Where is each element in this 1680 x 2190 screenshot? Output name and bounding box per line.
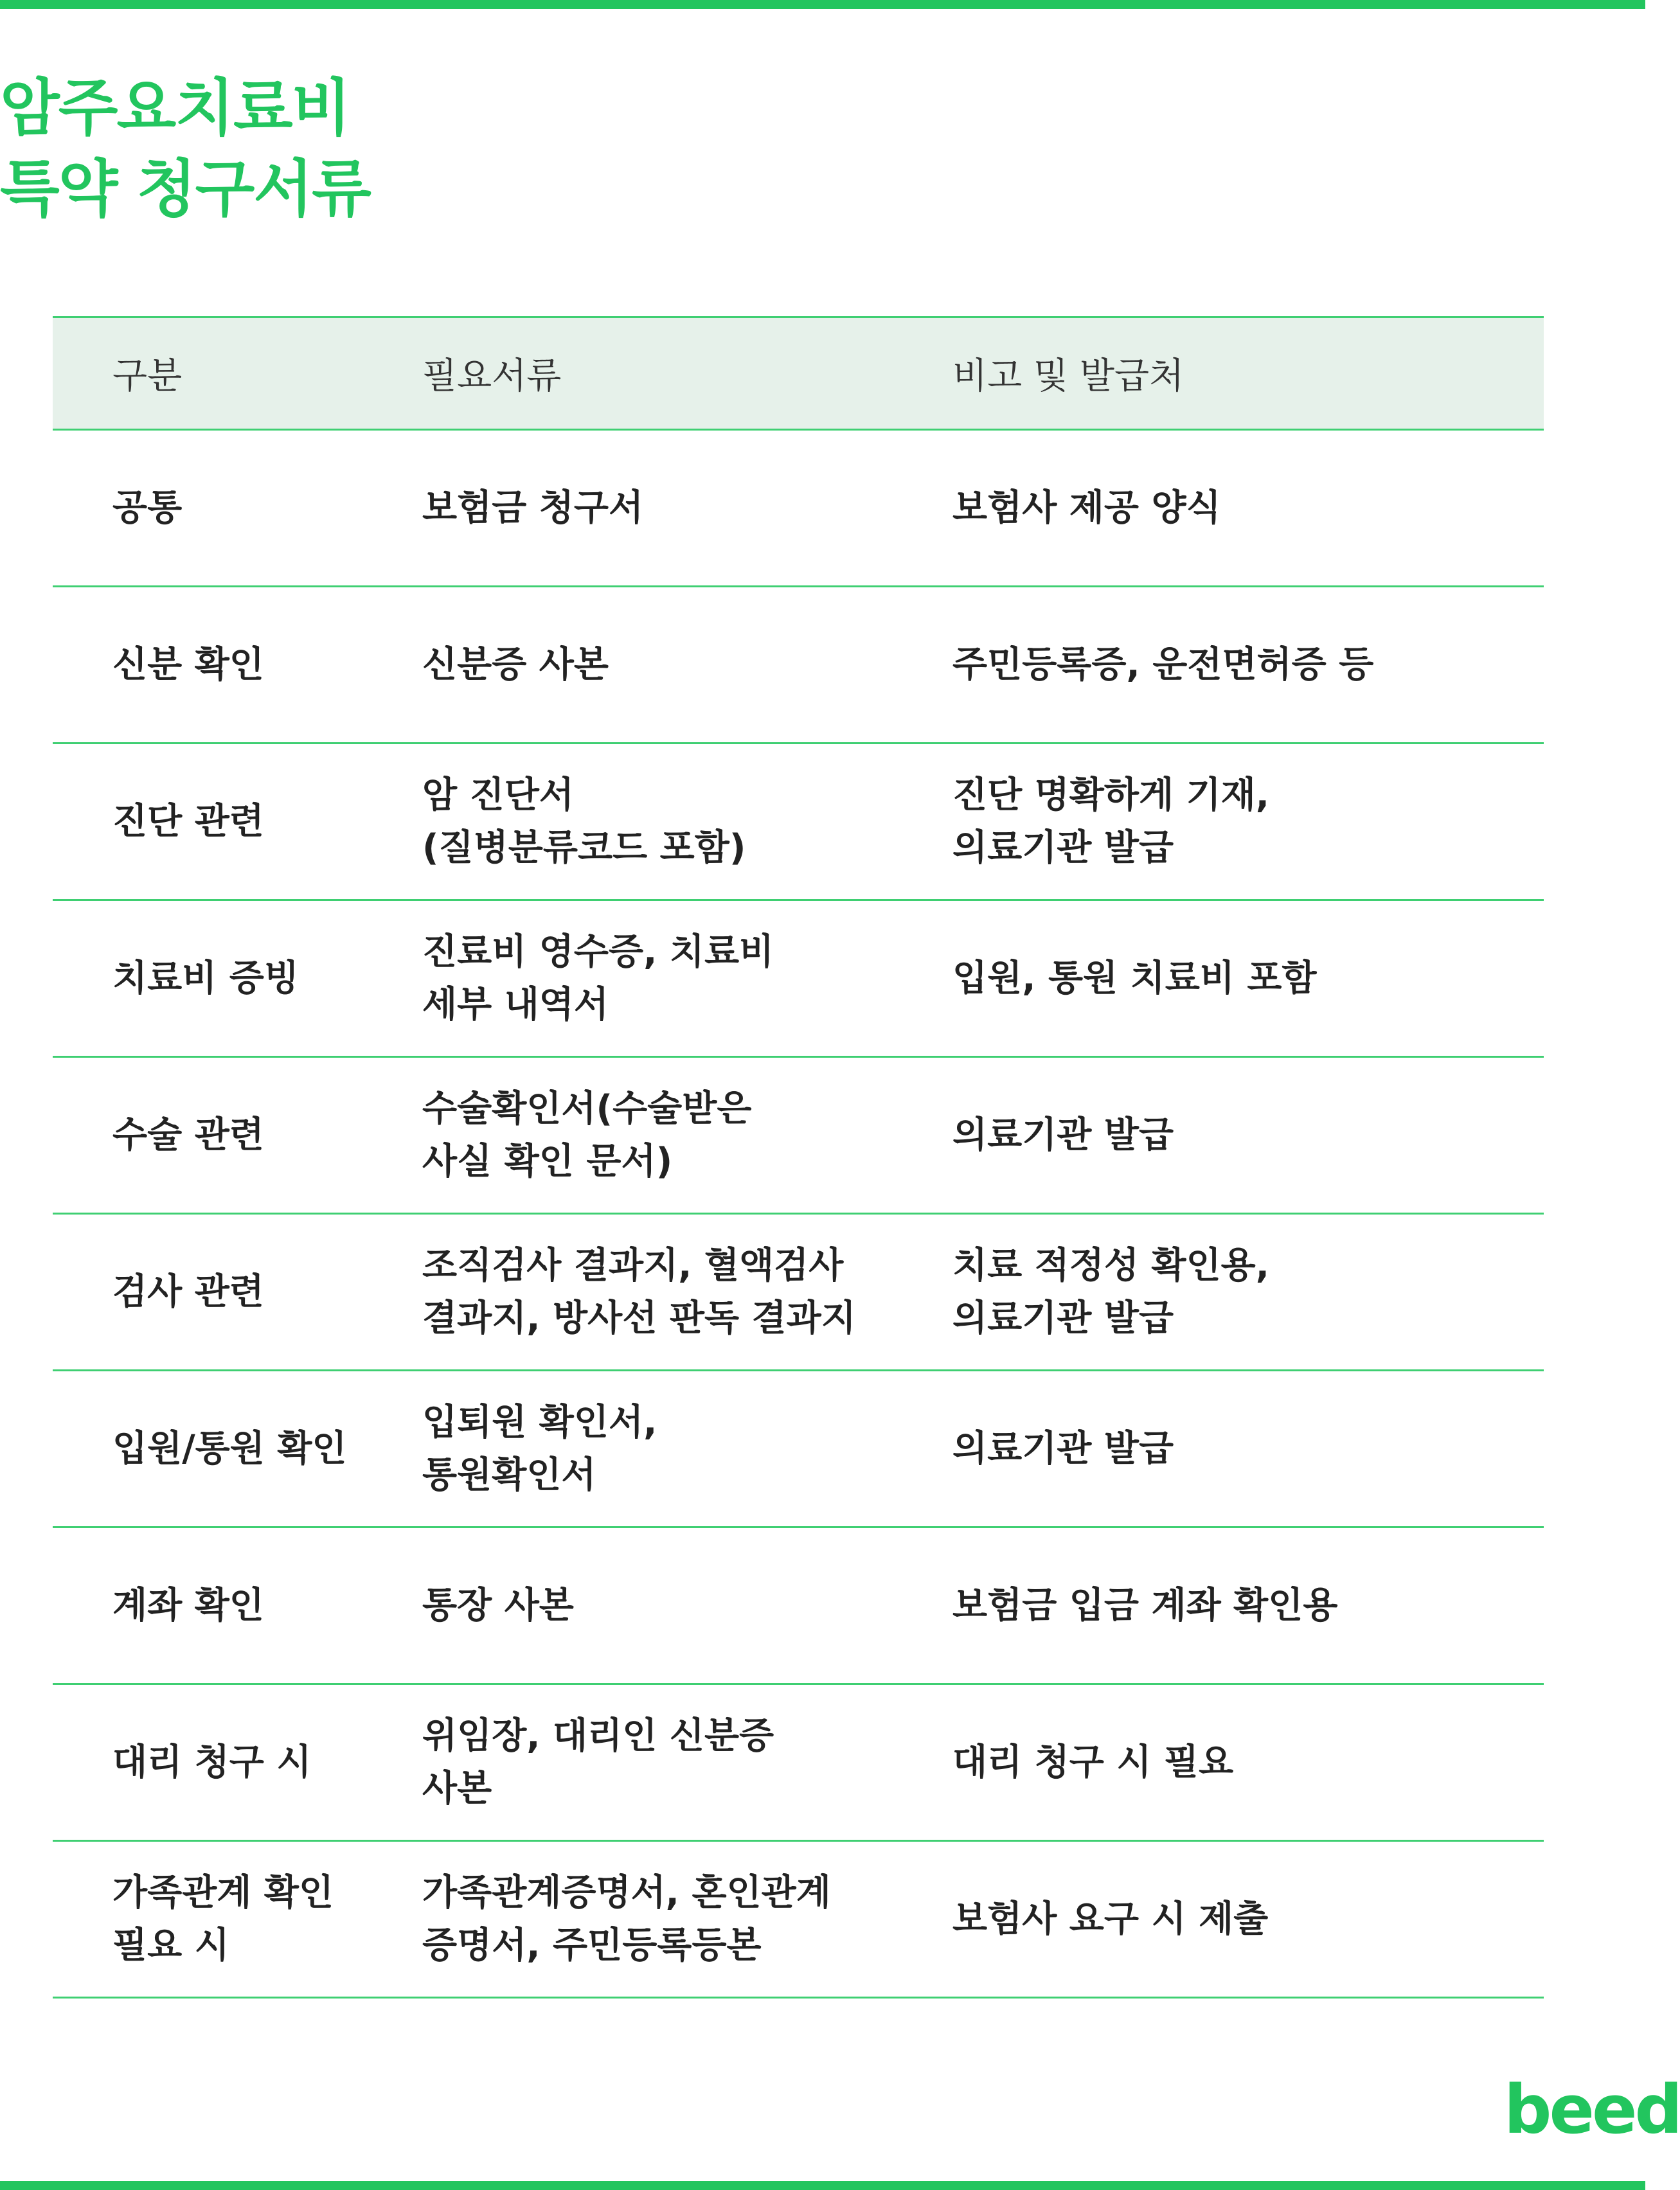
row-category	[53, 952, 422, 1005]
title-line-2: 특약 청구서류	[0, 153, 370, 225]
row-notes-line: 의료기관 발급	[952, 1427, 1174, 1470]
row-documents-line: 입퇴원 확인서,	[422, 1401, 657, 1443]
row-documents-line: 통원확인서	[422, 1454, 596, 1496]
row-documents-line: 사본	[422, 1767, 492, 1810]
row-category-line: 치료비 증빙	[112, 957, 299, 999]
table-row	[53, 1215, 1544, 1371]
table-header	[53, 316, 1544, 431]
row-notes-line: 의료기관 발급	[952, 1114, 1174, 1156]
table-body	[53, 431, 1544, 1999]
row-notes	[952, 769, 1544, 875]
header-category: 구분	[112, 355, 183, 397]
row-documents	[422, 1710, 952, 1815]
row-category-line: 검사 관련	[112, 1270, 264, 1313]
table-row	[53, 1685, 1544, 1842]
table-row	[53, 744, 1544, 901]
row-notes-line: 의료기관 발급	[952, 1297, 1174, 1339]
row-documents-line: 신분증 사본	[422, 643, 609, 686]
row-documents	[422, 1580, 952, 1632]
table-row	[53, 1528, 1544, 1685]
row-documents	[422, 639, 952, 691]
row-category	[53, 1266, 422, 1319]
row-documents-line: 세부 내역서	[422, 983, 609, 1026]
row-documents-line: 수술확인서(수술받은	[422, 1087, 752, 1130]
row-notes	[952, 482, 1544, 535]
row-documents	[422, 1083, 952, 1188]
row-category-line: 대리 청구 시	[112, 1741, 312, 1783]
row-notes	[952, 1893, 1544, 1946]
row-documents-line: 가족관계증명서, 혼인관계	[422, 1871, 831, 1914]
row-notes	[952, 639, 1544, 691]
documents-table	[53, 316, 1544, 1999]
row-documents	[422, 1396, 952, 1502]
row-documents-line: (질병분류코드 포함)	[422, 826, 746, 869]
table-row	[53, 1842, 1544, 1999]
row-notes	[952, 1736, 1544, 1789]
row-notes	[952, 1240, 1544, 1345]
row-documents-line: 위임장, 대리인 신분증	[422, 1714, 774, 1757]
bottom-accent-bar	[0, 2181, 1645, 2190]
row-documents	[422, 769, 952, 875]
row-documents-line: 결과지, 방사선 판독 결과지	[422, 1297, 856, 1339]
row-documents-line: 통장 사본	[422, 1584, 574, 1626]
row-notes-line: 주민등록증, 운전면허증 등	[952, 643, 1374, 686]
row-notes	[952, 1580, 1544, 1632]
row-documents-line: 증명서, 주민등록등본	[422, 1924, 762, 1966]
row-documents	[422, 482, 952, 535]
row-notes-line: 보험사 요구 시 제출	[952, 1898, 1269, 1940]
row-category-line: 공통	[112, 486, 183, 529]
row-documents	[422, 926, 952, 1031]
table-row	[53, 1058, 1544, 1215]
row-category-line: 가족관계 확인	[112, 1871, 334, 1914]
row-category	[53, 1867, 422, 1972]
row-category	[53, 796, 422, 848]
row-category	[53, 1580, 422, 1632]
row-documents-line: 사실 확인 문서)	[422, 1140, 673, 1182]
row-documents-line: 진료비 영수증, 치료비	[422, 930, 774, 973]
beed-logo: beed	[1504, 2070, 1680, 2149]
page-title	[0, 67, 370, 229]
row-notes	[952, 952, 1544, 1005]
header-notes: 비고 및 발급처	[952, 355, 1184, 397]
row-documents-line: 보험금 청구서	[422, 486, 644, 529]
row-notes-line: 입원, 통원 치료비 포함	[952, 957, 1317, 999]
row-notes-line: 대리 청구 시 필요	[952, 1741, 1234, 1783]
row-category-line: 계좌 확인	[112, 1584, 264, 1626]
table-row	[53, 1371, 1544, 1528]
row-documents	[422, 1240, 952, 1345]
row-notes-line: 진단 명확하게 기재,	[952, 774, 1270, 816]
row-category-line: 입원/통원 확인	[112, 1427, 347, 1470]
row-category	[53, 1423, 422, 1475]
title-line-1: 암주요치료비	[0, 72, 350, 144]
row-notes-line: 치료 적정성 확인용,	[952, 1244, 1270, 1286]
row-category	[53, 1736, 422, 1789]
row-notes	[952, 1423, 1544, 1475]
table-row	[53, 587, 1544, 744]
row-category-line: 진단 관련	[112, 800, 264, 842]
row-notes-line: 보험사 제공 양식	[952, 486, 1221, 529]
row-category	[53, 482, 422, 535]
table-row	[53, 431, 1544, 587]
row-documents	[422, 1867, 952, 1972]
row-documents-line: 암 진단서	[422, 774, 574, 816]
table-row	[53, 901, 1544, 1058]
row-notes-line: 의료기관 발급	[952, 826, 1174, 869]
row-documents-line: 조직검사 결과지, 혈액검사	[422, 1244, 844, 1286]
row-category	[53, 1109, 422, 1162]
row-notes	[952, 1109, 1544, 1162]
row-category-line: 필요 시	[112, 1924, 229, 1966]
header-documents: 필요서류	[422, 355, 562, 397]
top-accent-bar	[0, 0, 1645, 9]
row-notes-line: 보험금 입금 계좌 확인용	[952, 1584, 1338, 1626]
row-category-line: 수술 관련	[112, 1114, 264, 1156]
row-category	[53, 639, 422, 691]
row-category-line: 신분 확인	[112, 643, 264, 686]
